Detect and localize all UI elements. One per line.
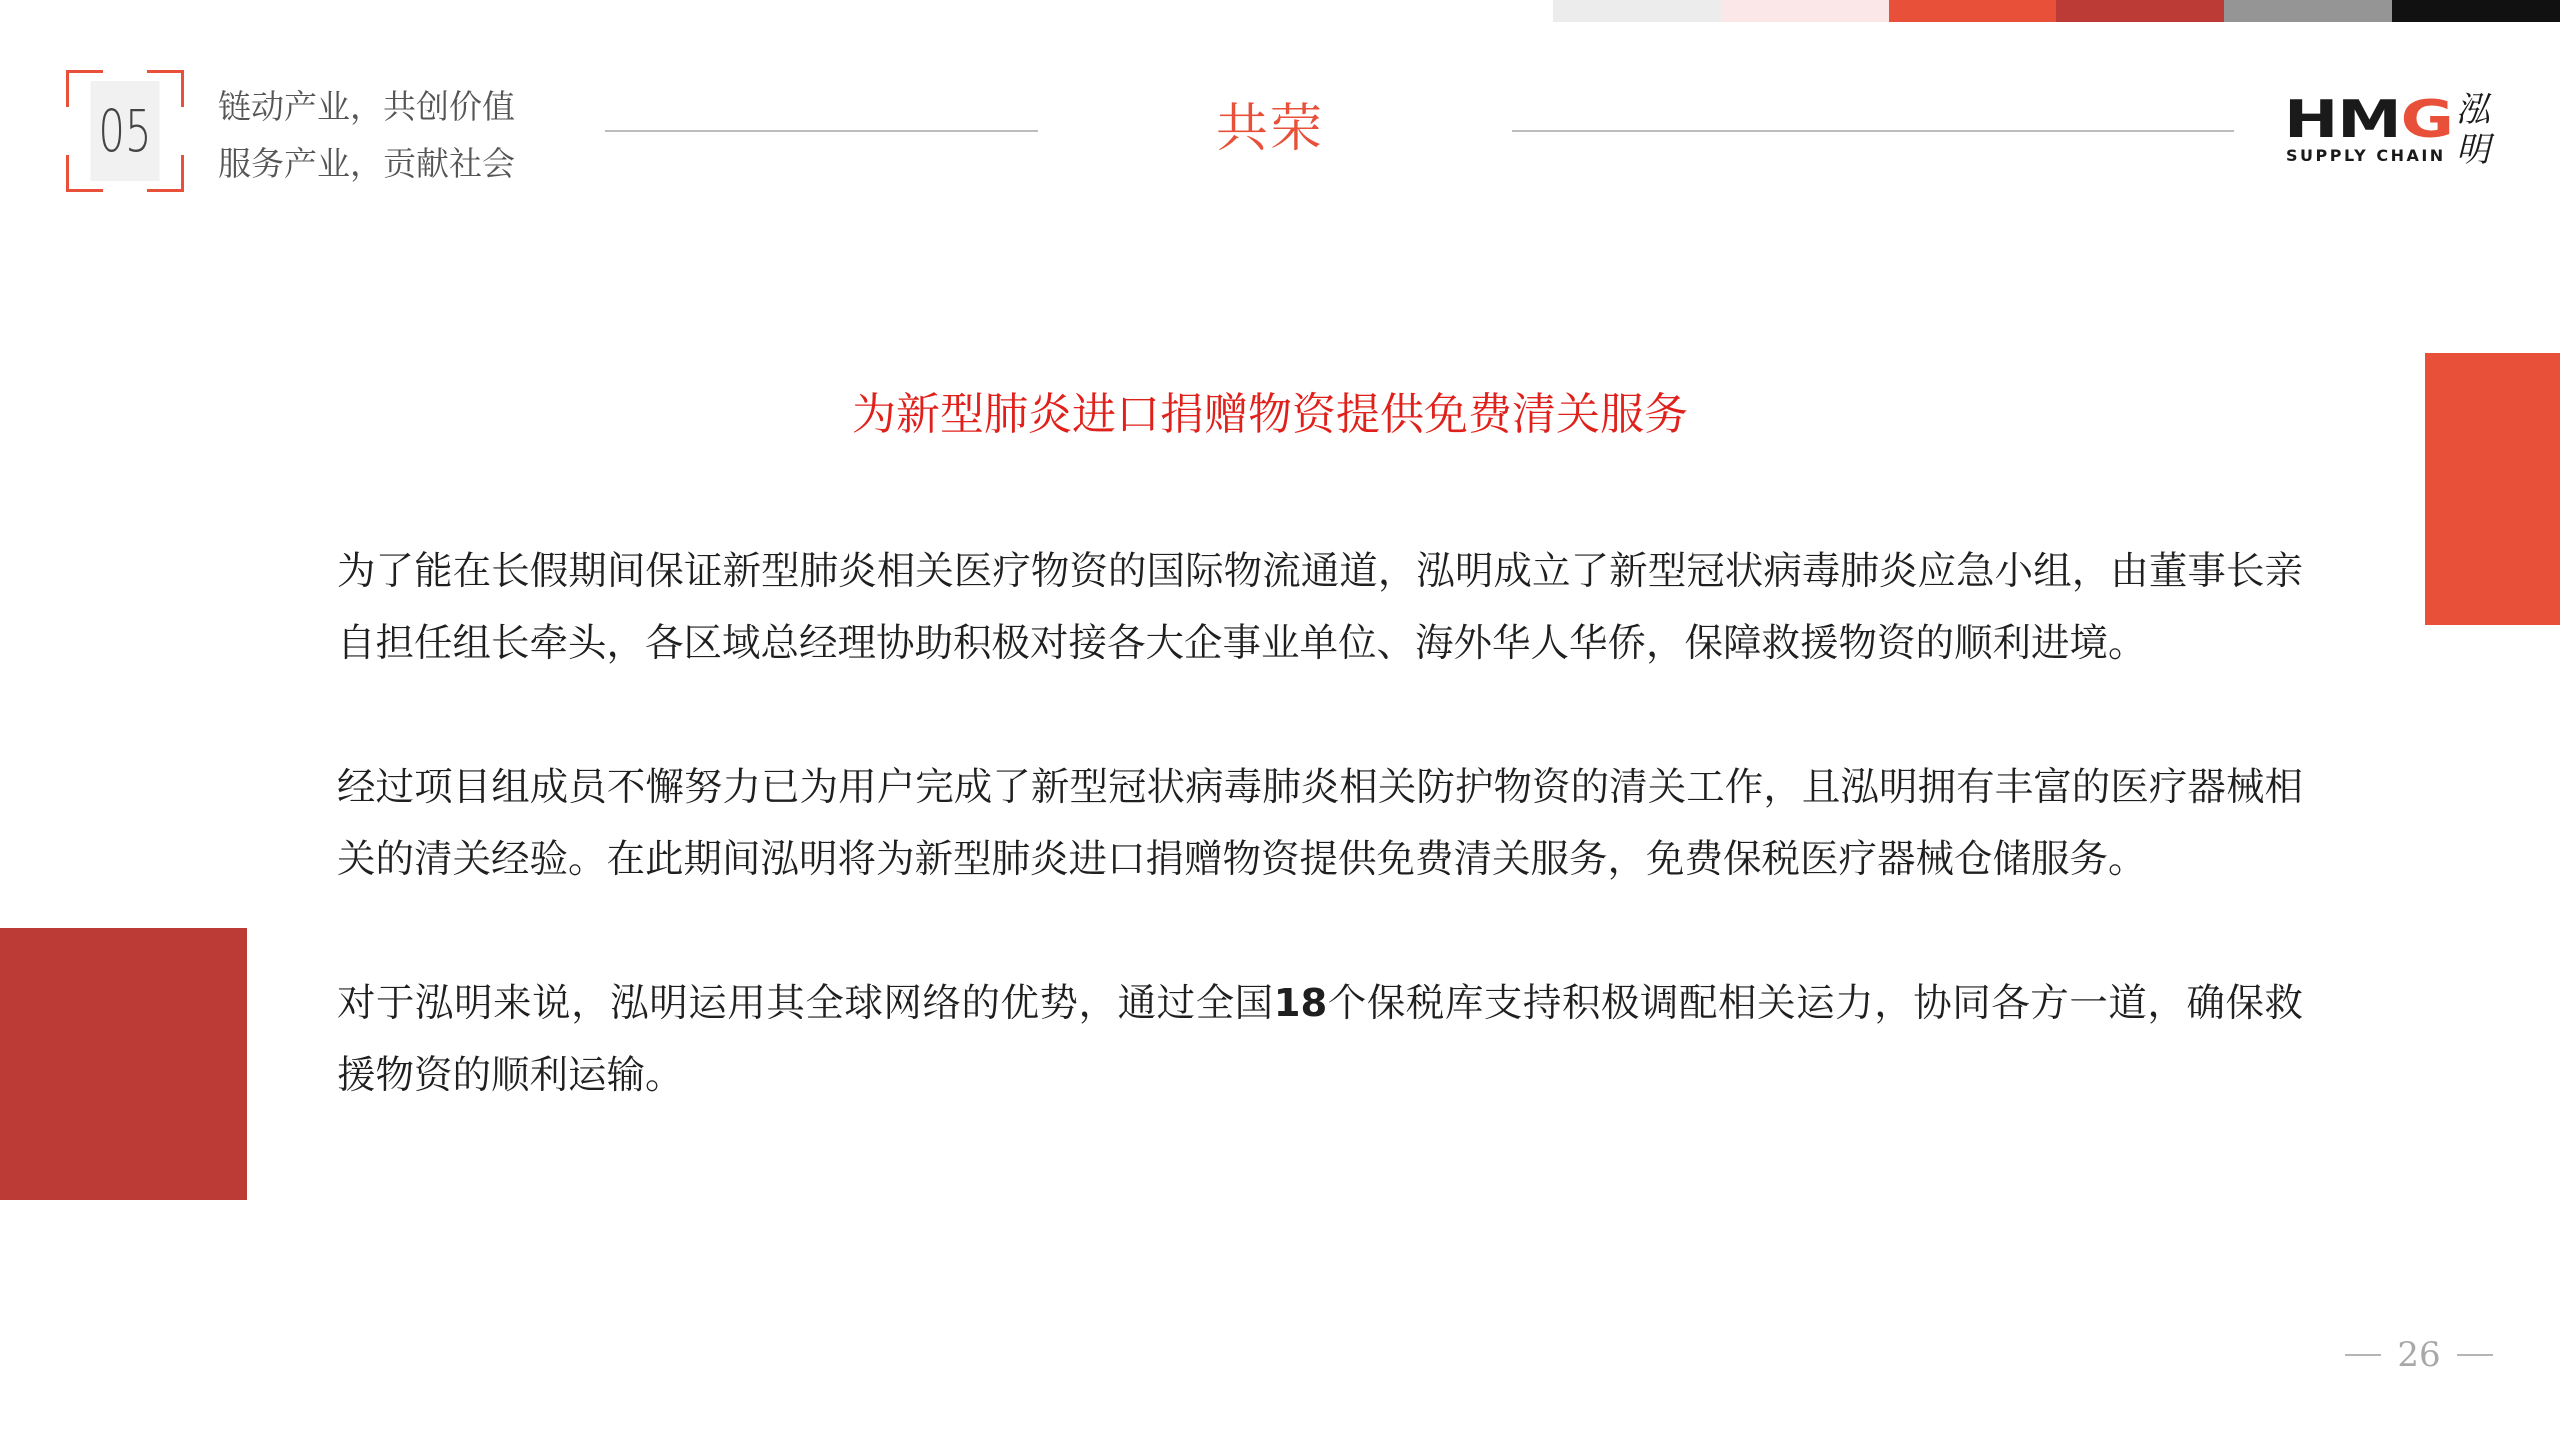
strip-segment <box>1889 0 2057 22</box>
decorative-block-left <box>0 928 247 1200</box>
logo-mark-text: HM <box>2284 90 2401 150</box>
logo-chinese: 泓明 <box>2456 90 2490 170</box>
strip-segment <box>1721 0 1889 22</box>
section-number-box <box>66 70 184 192</box>
page-number-value: 26 <box>2397 1335 2441 1375</box>
paragraph-text: 对于泓明来说，泓明运用其全球网络的优势，通过全国 <box>337 981 1274 1026</box>
decorative-block-right <box>2425 353 2560 625</box>
strip-segment <box>2056 0 2224 22</box>
title-rule-right <box>1512 130 2234 132</box>
page-number-dash <box>2345 1354 2381 1356</box>
strip-segment <box>2224 0 2392 22</box>
section-title: 共荣 <box>1215 99 1324 159</box>
strip-segment <box>1553 0 1721 22</box>
paragraph-text: 个保税库支持积极调配相关运力，协同各方一道，确保救援物资的顺利运输。 <box>337 981 2303 1098</box>
content-headline: 为新型肺炎进口捐赠物资提供免费清关服务 <box>852 389 1688 440</box>
tagline-line: 链动产业，共创价值 <box>218 87 515 126</box>
logo-mark-accent: G <box>2400 90 2453 150</box>
company-logo <box>2284 92 2498 172</box>
strip-segment <box>2392 0 2560 22</box>
top-color-strip <box>1553 0 2560 22</box>
paragraph <box>337 968 2303 1112</box>
paragraph: 经过项目组成员不懈努力已为用户完成了新型冠状病毒肺炎相关防护物资的清关工作，且泓明拥有丰富的医疗器械相关的清关经验。在此期间泓明将为新型肺炎进口捐赠物资提供免费清关服务，免费保税医疗器械仓储服务。 <box>337 765 2303 882</box>
logo-subtitle: SUPPLY CHAIN <box>2286 146 2446 165</box>
page-number <box>2344 1330 2494 1380</box>
page-number-dash <box>2457 1354 2493 1356</box>
section-number: 05 <box>90 81 159 181</box>
paragraph: 为了能在长假期间保证新型肺炎相关医疗物资的国际物流通道，泓明成立了新型冠状病毒肺炎应急小组，由董事长亲自担任组长牵头，各区域总经理协助积极对接各大企事业单位、海外华人华侨，保障救援物资的顺利进境。 <box>337 549 2303 666</box>
tagline <box>218 78 515 192</box>
warehouse-count: 18 <box>1273 981 1328 1026</box>
title-rule-left <box>605 130 1038 132</box>
content-body <box>337 536 2303 1184</box>
logo-mark <box>2284 92 2453 148</box>
tagline-line: 服务产业，贡献社会 <box>218 144 515 183</box>
